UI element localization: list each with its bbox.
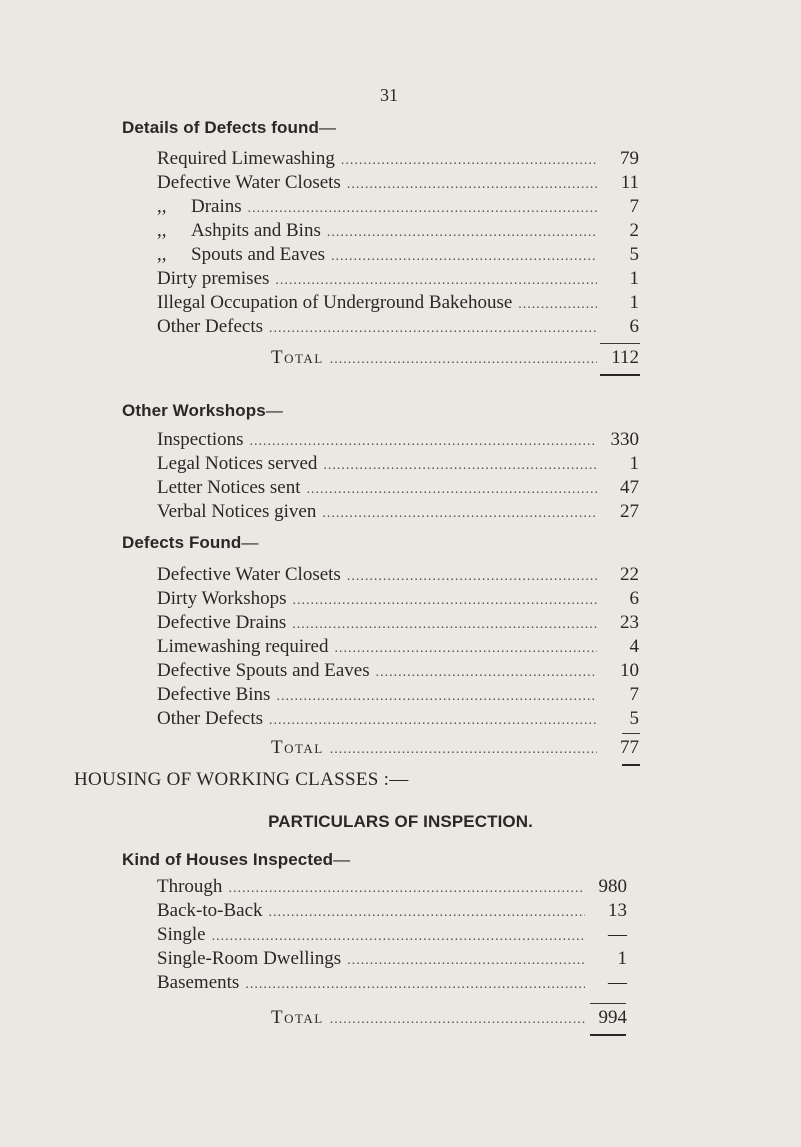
row-label: Drains bbox=[191, 196, 242, 217]
row-value: 27 bbox=[620, 501, 639, 522]
defect-found-row bbox=[157, 563, 639, 587]
row-value: 5 bbox=[629, 244, 639, 265]
row-label: Limewashing required bbox=[157, 636, 329, 657]
subtotal-rule bbox=[600, 343, 640, 344]
row-label: Single bbox=[157, 924, 206, 945]
defect-found-row bbox=[157, 611, 639, 635]
subtotal-rule bbox=[590, 1003, 626, 1004]
row-label: Defective Drains bbox=[157, 612, 287, 633]
row-value: 5 bbox=[629, 708, 639, 729]
workshop-row bbox=[157, 428, 639, 452]
defect-row bbox=[157, 315, 639, 339]
total-value: 112 bbox=[611, 347, 639, 368]
ditto-mark: ,, bbox=[157, 196, 167, 217]
row-value: — bbox=[608, 924, 627, 945]
row-label: Basements bbox=[157, 972, 240, 993]
row-value: 7 bbox=[629, 196, 639, 217]
workshop-row bbox=[157, 500, 639, 524]
defect-row bbox=[157, 267, 639, 291]
row-value: 6 bbox=[629, 588, 639, 609]
row-value: 23 bbox=[620, 612, 639, 633]
row-label: Inspections bbox=[157, 429, 244, 450]
defects-heading: Details of Defects found— bbox=[122, 118, 337, 137]
defect-row bbox=[157, 147, 639, 171]
total-label: Total bbox=[271, 1007, 324, 1028]
housing-heading-text: HOUSING OF WORKING CLASSES : bbox=[74, 769, 390, 790]
total-rule bbox=[590, 1034, 626, 1036]
total-rule bbox=[600, 374, 640, 376]
total-label: Total bbox=[271, 347, 324, 368]
subtotal-rule bbox=[622, 733, 640, 734]
total-value: 994 bbox=[598, 1007, 627, 1028]
defect-found-row bbox=[157, 635, 639, 659]
row-value: 1 bbox=[629, 268, 639, 289]
row-label: Back-to-Back bbox=[157, 900, 263, 921]
workshop-row bbox=[157, 452, 639, 476]
workshop-row bbox=[157, 476, 639, 500]
row-value: 4 bbox=[629, 636, 639, 657]
defect-found-row bbox=[157, 587, 639, 611]
other-workshops-heading: Other Workshops— bbox=[122, 401, 283, 420]
row-label: Other Defects bbox=[157, 316, 264, 337]
row-label: Single-Room Dwellings bbox=[157, 948, 342, 969]
row-label: Ashpits and Bins bbox=[191, 220, 321, 241]
total-value: 77 bbox=[620, 737, 639, 758]
defect-row bbox=[157, 171, 639, 195]
kind-of-houses-heading: Kind of Houses Inspected— bbox=[122, 850, 351, 869]
row-value: 2 bbox=[629, 220, 639, 241]
row-value: 11 bbox=[620, 172, 639, 193]
total-row bbox=[271, 346, 639, 370]
row-value: 330 bbox=[610, 429, 639, 450]
row-label: Defective Water Closets bbox=[157, 564, 341, 585]
row-value: 10 bbox=[620, 660, 639, 681]
ditto-mark: ,, bbox=[157, 220, 167, 241]
defect-row bbox=[157, 219, 639, 243]
defect-found-row bbox=[157, 707, 639, 731]
ditto-mark: ,, bbox=[157, 244, 167, 265]
defect-row bbox=[157, 243, 639, 267]
row-value: 1 bbox=[629, 292, 639, 313]
defect-found-row bbox=[157, 683, 639, 707]
row-label: Defective Water Closets bbox=[157, 172, 341, 193]
row-label: Defective Spouts and Eaves bbox=[157, 660, 370, 681]
row-value: 79 bbox=[620, 148, 639, 169]
defects-heading-text: Details of Defects found bbox=[122, 118, 319, 137]
row-label: Through bbox=[157, 876, 223, 897]
particulars-heading: PARTICULARS OF INSPECTION. bbox=[268, 812, 533, 831]
row-label: Dirty premises bbox=[157, 268, 270, 289]
row-value: 13 bbox=[608, 900, 627, 921]
row-value: 980 bbox=[598, 876, 627, 897]
row-label: Required Limewashing bbox=[157, 148, 335, 169]
defect-found-row bbox=[157, 659, 639, 683]
defect-row bbox=[157, 195, 639, 219]
row-label: Letter Notices sent bbox=[157, 477, 301, 498]
row-value: 7 bbox=[629, 684, 639, 705]
row-label: Legal Notices served bbox=[157, 453, 318, 474]
row-label: Verbal Notices given bbox=[157, 501, 317, 522]
kind-of-houses-heading-text: Kind of Houses Inspected bbox=[122, 850, 334, 869]
total-label: Total bbox=[271, 737, 324, 758]
house-kind-row bbox=[157, 971, 627, 995]
row-label: Other Defects bbox=[157, 708, 264, 729]
total-row bbox=[271, 1006, 627, 1030]
house-kind-row bbox=[157, 899, 627, 923]
row-value: 6 bbox=[629, 316, 639, 337]
row-value: 1 bbox=[617, 948, 627, 969]
defect-row bbox=[157, 291, 639, 315]
house-kind-row bbox=[157, 947, 627, 971]
house-kind-row bbox=[157, 923, 627, 947]
row-label: Spouts and Eaves bbox=[191, 244, 326, 265]
row-value: 22 bbox=[620, 564, 639, 585]
row-value: — bbox=[608, 972, 627, 993]
row-label: Illegal Occupation of Underground Bakehouse bbox=[157, 292, 513, 313]
other-workshops-heading-text: Other Workshops bbox=[122, 401, 266, 420]
row-label: Defective Bins bbox=[157, 684, 271, 705]
total-row bbox=[271, 736, 639, 760]
total-rule bbox=[622, 764, 640, 766]
defects-found-heading: Defects Found— bbox=[122, 533, 259, 552]
defects-found-heading-text: Defects Found bbox=[122, 533, 242, 552]
house-kind-row bbox=[157, 875, 627, 899]
row-value: 1 bbox=[629, 453, 639, 474]
page-number: 31 bbox=[380, 85, 398, 105]
row-value: 47 bbox=[620, 477, 639, 498]
housing-heading: HOUSING OF WORKING CLASSES :— bbox=[74, 769, 409, 790]
row-label: Dirty Workshops bbox=[157, 588, 287, 609]
